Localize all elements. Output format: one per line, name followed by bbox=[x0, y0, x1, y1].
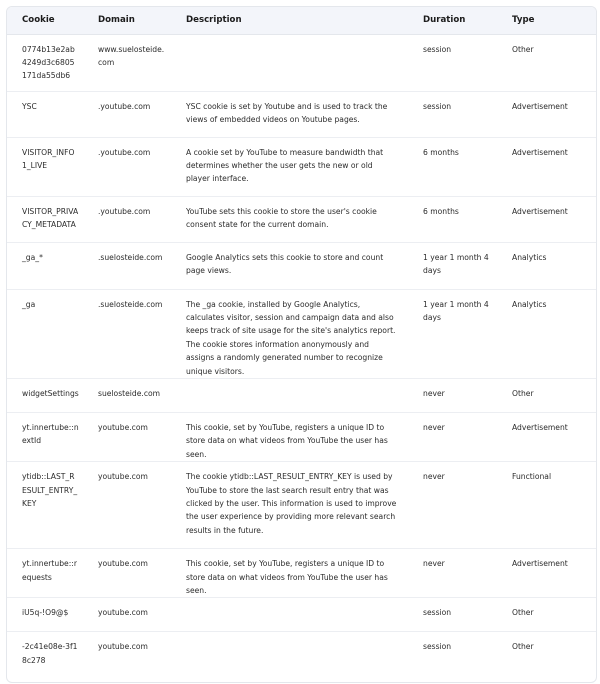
table-row bbox=[7, 378, 596, 412]
cookie-domain-cell: youtube.com bbox=[83, 412, 171, 461]
cookie-domain-cell: .youtube.com bbox=[83, 91, 171, 137]
column-header-description: Description bbox=[171, 7, 408, 34]
table-row bbox=[7, 196, 596, 242]
cookie-type-cell: Other bbox=[512, 642, 534, 652]
cookie-name-cell: yt.innertube::nextId bbox=[7, 412, 83, 461]
cookie-description-cell bbox=[171, 34, 408, 91]
cookie-name-cell: widgetSettings bbox=[7, 378, 83, 412]
cookie-table bbox=[7, 7, 596, 682]
cookie-duration-cell: session bbox=[408, 598, 497, 632]
cookie-domain-cell: suelosteide.com bbox=[83, 378, 171, 412]
table-row bbox=[7, 91, 596, 137]
cookie-type-cell: Advertisement bbox=[497, 137, 596, 196]
cookie-domain-cell: .suelosteide.com bbox=[83, 242, 171, 289]
cookie-description-cell: This cookie, set by YouTube, registers a unique ID to store data on what videos from YouTube the user has seen. bbox=[171, 549, 408, 598]
cookie-domain-cell: www.suelosteide.com bbox=[83, 34, 171, 91]
cookie-table-container bbox=[6, 6, 597, 683]
cookie-type-cell: Advertisement bbox=[497, 196, 596, 242]
cookie-type-cell: Analytics bbox=[497, 289, 596, 378]
cookie-duration-cell: 6 months bbox=[408, 196, 497, 242]
table-row bbox=[7, 412, 596, 461]
cookie-duration-cell: 1 year 1 month 4 days bbox=[408, 242, 497, 289]
cookie-type-cell: Advertisement bbox=[497, 412, 596, 461]
table-row bbox=[7, 34, 596, 91]
cookie-description-cell: This cookie, set by YouTube, registers a unique ID to store data on what videos from YouTube the user has seen. bbox=[171, 412, 408, 461]
table-row bbox=[7, 242, 596, 289]
cookie-type-cell: Functional bbox=[497, 462, 596, 549]
cookie-domain-cell: .youtube.com bbox=[83, 137, 171, 196]
cookie-description-cell bbox=[171, 632, 408, 682]
cookie-duration-cell: never bbox=[408, 378, 497, 412]
cookie-name-cell: iU5q-!O9@$ bbox=[7, 598, 83, 632]
cookie-name-cell: VISITOR_INFO1_LIVE bbox=[7, 137, 83, 196]
cookie-type-cell: Advertisement bbox=[497, 549, 596, 598]
cookie-domain-cell: youtube.com bbox=[83, 598, 171, 632]
cookie-description-cell bbox=[171, 598, 408, 632]
column-header-cookie: Cookie bbox=[7, 7, 83, 34]
cookie-name-cell: -2c41e08e-3f18c278 bbox=[22, 642, 78, 665]
cookie-domain-cell: youtube.com bbox=[83, 462, 171, 549]
cookie-description-cell: The cookie ytidb::LAST_RESULT_ENTRY_KEY is used by YouTube to store the last search result entry that was clicked by the user. This information is used to improve the user experience by providing more relevant search results in the future. bbox=[171, 462, 408, 549]
column-header-type: Type bbox=[497, 7, 596, 34]
column-header-domain: Domain bbox=[83, 7, 171, 34]
cookie-description-cell: YSC cookie is set by Youtube and is used to track the views of embedded videos on Youtube pages. bbox=[171, 91, 408, 137]
cookie-name-cell: ytidb::LAST_RESULT_ENTRY_KEY bbox=[7, 462, 83, 549]
table-row bbox=[7, 289, 596, 378]
table-row bbox=[7, 632, 596, 682]
cookie-table-body bbox=[7, 34, 596, 682]
table-row bbox=[7, 137, 596, 196]
cookie-name-cell: 0774b13e2ab4249d3c6805171da55db6 bbox=[7, 34, 83, 91]
cookie-duration-cell: session bbox=[423, 642, 452, 652]
cookie-description-cell: A cookie set by YouTube to measure bandwidth that determines whether the user gets the new or old player interface. bbox=[171, 137, 408, 196]
cookie-description-cell: The _ga cookie, installed by Google Analytics, calculates visitor, session and campaign data and also keeps track of site usage for the site's analytics report. The cookie stores information anonymously and assigns a randomly generated number to recognize unique visitors. bbox=[171, 289, 408, 378]
cookie-duration-cell: 6 months bbox=[408, 137, 497, 196]
column-header-duration: Duration bbox=[408, 7, 497, 34]
table-row bbox=[7, 549, 596, 598]
cookie-domain-cell: .suelosteide.com bbox=[83, 289, 171, 378]
cookie-domain-cell: youtube.com bbox=[98, 642, 148, 652]
cookie-type-cell: Advertisement bbox=[497, 91, 596, 137]
header-row bbox=[7, 7, 596, 34]
table-row bbox=[7, 462, 596, 549]
cookie-table-header bbox=[7, 7, 596, 34]
cookie-duration-cell: never bbox=[408, 412, 497, 461]
cookie-duration-cell: session bbox=[408, 34, 497, 91]
cookie-duration-cell: session bbox=[408, 91, 497, 137]
cookie-duration-cell: never bbox=[408, 462, 497, 549]
cookie-name-cell: _ga_* bbox=[7, 242, 83, 289]
cookie-duration-cell: never bbox=[408, 549, 497, 598]
cookie-domain-cell: .youtube.com bbox=[83, 196, 171, 242]
cookie-name-cell: yt.innertube::requests bbox=[7, 549, 83, 598]
cookie-name-cell: YSC bbox=[7, 91, 83, 137]
cookie-description-cell: Google Analytics sets this cookie to store and count page views. bbox=[171, 242, 408, 289]
cookie-name-cell: _ga bbox=[7, 289, 83, 378]
cookie-type-cell: Other bbox=[497, 598, 596, 632]
cookie-duration-cell: 1 year 1 month 4 days bbox=[408, 289, 497, 378]
cookie-type-cell: Analytics bbox=[497, 242, 596, 289]
cookie-description-cell bbox=[171, 378, 408, 412]
cookie-name-cell: VISITOR_PRIVACY_METADATA bbox=[7, 196, 83, 242]
cookie-type-cell: Other bbox=[497, 34, 596, 91]
table-row bbox=[7, 598, 596, 632]
cookie-description-cell: YouTube sets this cookie to store the user's cookie consent state for the current domain. bbox=[171, 196, 408, 242]
cookie-type-cell: Other bbox=[497, 378, 596, 412]
cookie-domain-cell: youtube.com bbox=[83, 549, 171, 598]
